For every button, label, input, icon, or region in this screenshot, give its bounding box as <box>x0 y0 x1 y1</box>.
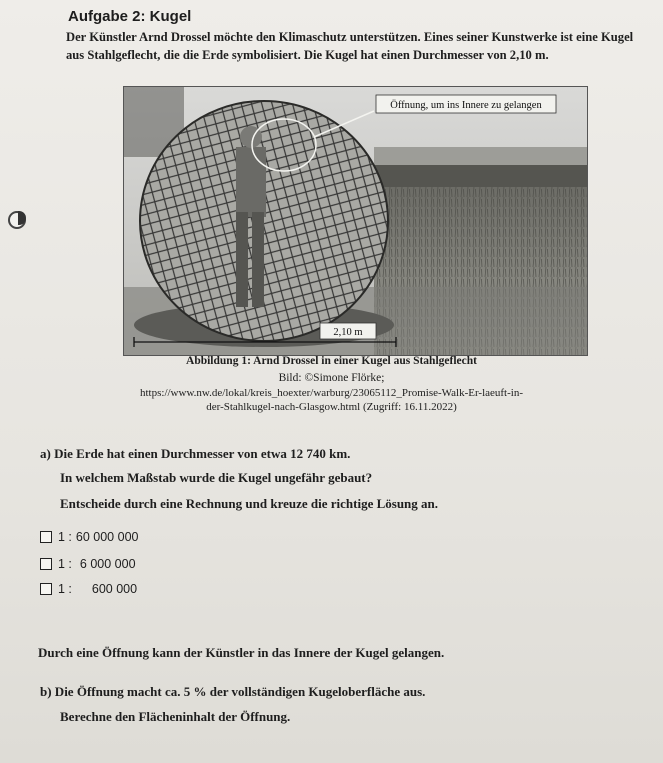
figure-caption: Abbildung 1: Arnd Drossel in einer Kugel aus Stahlgeflecht <box>186 355 477 367</box>
checkbox[interactable] <box>40 558 52 570</box>
part-a-instruction: Entscheide durch eine Rechnung und kreuze die richtige Lösung an. <box>60 496 439 511</box>
checkbox[interactable] <box>40 583 52 595</box>
source-url-line2: der-Stahlkugel-nach-Glasgow.html (Zugriff: 16.11.2022) <box>206 401 457 413</box>
part-a-question: In welchem Maßstab wurde die Kugel ungefähr gebaut? <box>60 470 373 485</box>
answer-option-3[interactable]: 1 : 600 000 <box>40 582 137 596</box>
checkbox[interactable] <box>40 531 52 543</box>
source-url-line1: https://www.nw.de/lokal/kreis_hoexter/warburg/23065112_Promise-Walk-Er-laeuft-in- <box>140 387 523 399</box>
ratio-value: 600 000 <box>91 582 138 596</box>
transition-text: Durch eine Öffnung kann der Künstler in das Innere der Kugel gelangen. <box>38 645 445 660</box>
part-b-statement: b) Die Öffnung macht ca. 5 % der vollständigen Kugeloberfläche aus. <box>40 684 426 699</box>
binder-hole-marker-icon <box>8 211 26 229</box>
ratio-value: 60 000 000 <box>75 530 139 544</box>
task-intro: Der Künstler Arnd Drossel möchte den Klimaschutz unterstützen. Eines seiner Kunstwerke ist eine Kugel aus Stahlgeflecht, die die Erde symbolisiert. Die Kugel hat einen Durchmesser von 2,10 m. <box>66 30 634 62</box>
part-b-instruction: Berechne den Flächeninhalt der Öffnung. <box>60 709 291 724</box>
image-credit: Bild: ©Simone Flörke; <box>278 372 385 384</box>
steel-sphere-photo <box>124 87 587 355</box>
ratio-value: 6 000 000 <box>79 557 136 571</box>
opening-callout-label: Öffnung, um ins Innere zu gelangen <box>390 100 542 111</box>
diameter-label: 2,10 m <box>333 327 363 338</box>
answer-option-1[interactable]: 1 : 60 000 000 <box>40 530 138 544</box>
task-title: Aufgabe 2: Kugel <box>68 8 192 25</box>
photo-figure <box>123 86 588 356</box>
answer-option-2[interactable]: 1 : 6 000 000 <box>40 557 136 571</box>
part-a-statement: a) Die Erde hat einen Durchmesser von etwa 12 740 km. <box>40 446 351 461</box>
